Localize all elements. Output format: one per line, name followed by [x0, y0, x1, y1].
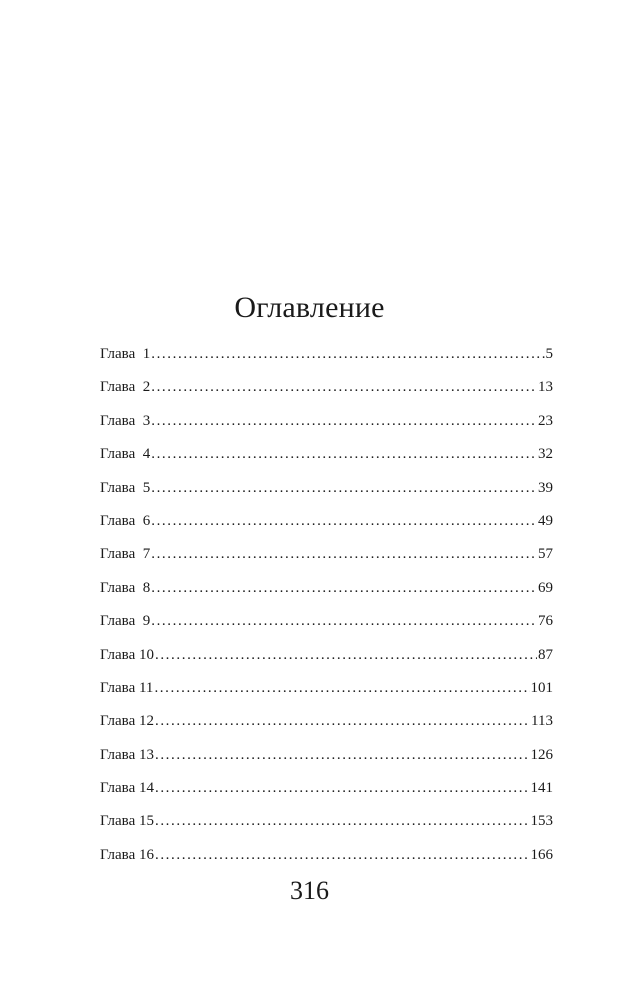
entry-label: Глава 5 — [100, 479, 151, 496]
toc-entry[interactable] — [100, 641, 553, 674]
entry-page-number: 87 — [538, 646, 553, 663]
entry-page-number: 76 — [538, 613, 553, 630]
toc-entry[interactable] — [100, 674, 553, 707]
dot-leader — [151, 507, 537, 535]
toc-entry[interactable] — [100, 340, 553, 373]
entry-page-number: 32 — [538, 446, 553, 463]
dot-leader — [155, 741, 530, 769]
page-number: 316 — [290, 876, 329, 905]
dot-leader — [151, 407, 537, 435]
toc-title: Оглавление — [234, 291, 385, 324]
entry-label: Глава 13 — [100, 746, 154, 763]
dot-leader — [151, 574, 537, 602]
entry-label: Глава 14 — [100, 780, 154, 797]
dot-leader — [155, 774, 530, 802]
toc-entry[interactable] — [100, 440, 553, 473]
entry-label: Глава 9 — [100, 613, 151, 630]
entry-label: Глава 6 — [100, 512, 151, 529]
toc-entry[interactable] — [100, 507, 553, 540]
dot-leader — [151, 540, 537, 568]
toc-entry[interactable] — [100, 841, 553, 874]
dot-leader — [155, 707, 530, 735]
toc-list — [100, 340, 553, 874]
entry-page-number: 141 — [530, 780, 553, 797]
toc-entry[interactable] — [100, 774, 553, 807]
entry-page-number: 49 — [538, 512, 553, 529]
toc-entry[interactable] — [100, 741, 553, 774]
entry-page-number: 126 — [530, 746, 553, 763]
dot-leader — [151, 373, 537, 401]
dot-leader — [155, 807, 530, 835]
entry-page-number: 5 — [545, 346, 553, 362]
entry-page-number: 101 — [530, 679, 553, 696]
entry-page-number: 57 — [538, 546, 553, 563]
entry-label: Глава 7 — [100, 546, 151, 563]
toc-entry[interactable] — [100, 607, 553, 640]
entry-label: Глава 4 — [100, 446, 151, 463]
entry-label: Глава 12 — [100, 713, 154, 730]
entry-label: Глава 16 — [100, 846, 154, 863]
dot-leader — [151, 440, 537, 468]
toc-entry[interactable] — [100, 373, 553, 406]
entry-page-number: 23 — [538, 412, 553, 429]
toc-entry[interactable] — [100, 407, 553, 440]
dot-leader — [151, 607, 537, 635]
dot-leader — [151, 340, 544, 368]
toc-entry[interactable] — [100, 574, 553, 607]
entry-label: Глава 8 — [100, 579, 151, 596]
entry-page-number: 166 — [530, 846, 553, 863]
entry-label: Глава 3 — [100, 412, 151, 429]
toc-entry[interactable] — [100, 707, 553, 740]
toc-entry[interactable] — [100, 474, 553, 507]
entry-label: Глава 10 — [100, 646, 154, 663]
toc-entry[interactable] — [100, 540, 553, 573]
entry-label: Глава 11 — [100, 679, 154, 696]
toc-entry[interactable] — [100, 807, 553, 840]
entry-page-number: 69 — [538, 579, 553, 596]
dot-leader — [155, 841, 530, 869]
entry-page-number: 153 — [530, 813, 553, 830]
entry-label: Глава 15 — [100, 813, 154, 830]
entry-label: Глава 2 — [100, 379, 151, 396]
dot-leader — [151, 474, 537, 502]
entry-page-number: 113 — [531, 713, 553, 730]
entry-page-number: 13 — [538, 379, 553, 396]
dot-leader — [155, 641, 537, 669]
dot-leader — [154, 674, 529, 702]
entry-label: Глава 1 — [100, 346, 151, 362]
entry-page-number: 39 — [538, 479, 553, 496]
